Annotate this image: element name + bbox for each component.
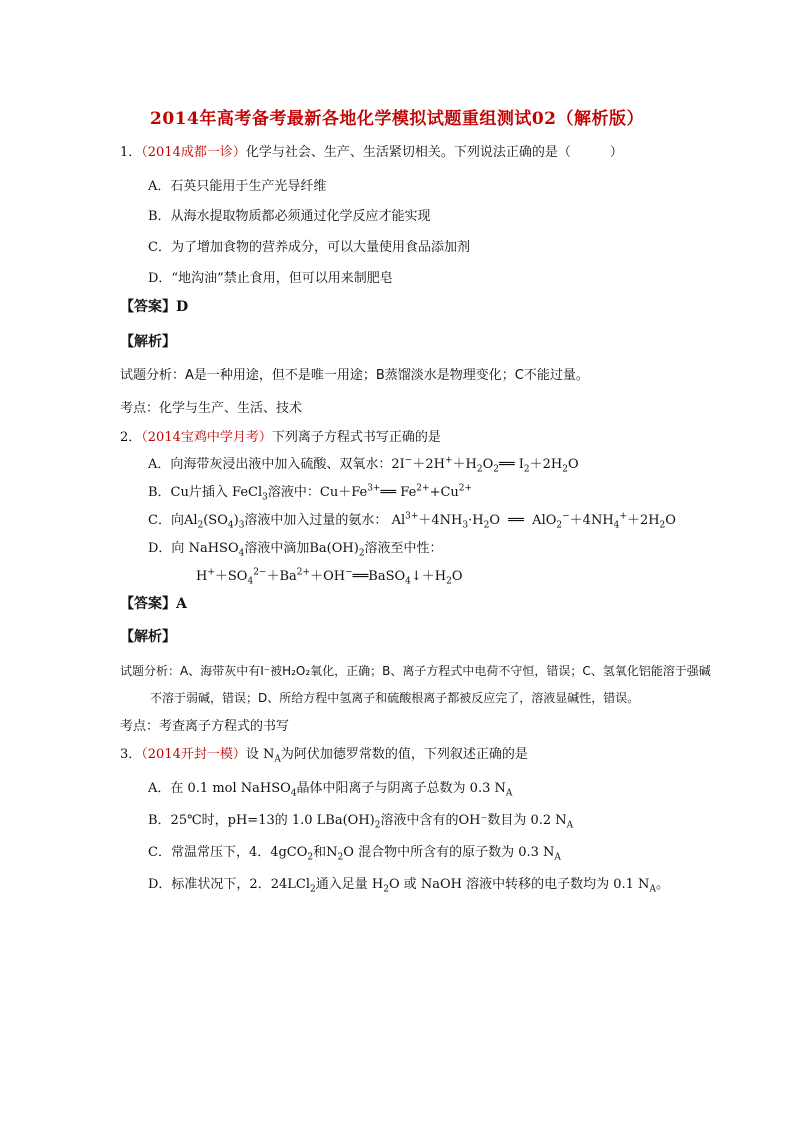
q2-analysis-label: 【解析】 <box>120 629 176 645</box>
q2-analysis-line-1: 试题分析：A、海带灰中有I⁻被H₂O₂氧化，正确；B、离子方程式中电荷不守恒，错误；C、氢氧化铝能溶于强碱 <box>120 664 711 678</box>
q3-option-a: A．在 0.1 mol NaHSO$_4$晶体中阳离子与阴离子总数为 0.3 $N_A$ <box>148 781 513 799</box>
question-source: （2014成都一诊） <box>141 145 246 160</box>
question-text: 下列离子方程式书写正确的是 <box>271 430 441 445</box>
question-1-stem <box>120 144 623 162</box>
q1-point: 考点：化学与生产、生活、技术 <box>120 401 303 416</box>
q1-option-d: D．“地沟油”禁止食用，但可以用来制肥皂 <box>148 271 393 286</box>
question-text: 化学与社会、生产、生活紧切相关。下列说法正确的是（ ） <box>245 145 623 160</box>
q3-option-d: D．标准状况下，2．24LCl$_2$通入足量 $H_2O$ 或 NaOH 溶液中转移的电子数均为 0.1 $N_A$。 <box>148 877 669 895</box>
question-source: （2014开封一模） <box>141 747 246 762</box>
q2-option-a: A．向海带灰浸出液中加入硫酸、双氧水：$2I^-+2H^++H_2O_2══$ $I_2+2H_2O$ <box>148 455 579 475</box>
q2-answer: 【答案】A <box>120 596 187 612</box>
q2-option-d-equation: $H^++SO_4^{2-}+Ba^{2+}+OH^-══BaSO_4↓+H_2O$ <box>196 567 463 587</box>
question-number: 1． <box>120 145 142 160</box>
question-2-stem <box>120 429 441 447</box>
question-number: 3． <box>120 747 142 762</box>
q1-analysis-label: 【解析】 <box>120 334 176 350</box>
q2-analysis-line-2: 不溶于弱碱，错误；D、所给方程中氢离子和硫酸根离子都被反应完了，溶液显碱性，错误。 <box>150 691 640 705</box>
question-3-stem: 3．（2014开封一模）设 $N_A$为阿伏加德罗常数的值，下列叙述正确的是 <box>120 747 528 765</box>
q1-option-a: A．石英只能用于生产光导纤维 <box>148 179 327 194</box>
q2-point: 考点：考查离子方程式的书写 <box>120 719 290 734</box>
q1-analysis: 试题分析：A是一种用途，但不是唯一用途；B蒸馏淡水是物理变化；C不能过量。 <box>120 368 589 383</box>
q2-option-b: B．Cu片插入 FeCl$_3$溶液中：$Cu+Fe^{3+}══$ $Fe^{2+}+Cu^{2+}$ <box>148 483 473 503</box>
q2-option-c: C．向$Al_2(SO_4)_3$溶液中加入过量的氨水： $Al^{3+}+4NH_3\cdot H_2O$ ══ $AlO_2^-+4NH_4^++2H_2O$ <box>148 511 676 531</box>
q1-option-b: B．从海水提取物质都必须通过化学反应才能实现 <box>148 209 431 224</box>
q3-option-b: B．25℃时，pH=13的 1.0 $LBa(OH)_2$溶液中含有的OH⁻数目为 0.2 $N_A$ <box>148 813 574 831</box>
q2-option-d: D．向 NaHSO$_4$溶液中滴加$Ba(OH)_2$溶液至中性： <box>148 541 443 559</box>
q1-answer: 【答案】D <box>120 299 189 315</box>
question-source: （2014宝鸡中学月考） <box>141 430 272 445</box>
page-title: 2014年高考备考最新各地化学模拟试题重组测试02（解析版） <box>150 109 644 129</box>
question-number: 2． <box>120 430 142 445</box>
q3-option-c: C．常温常压下，4．4gCO$_2$和$N_2O$ 混合物中所含有的原子数为 0.3 $N_A$ <box>148 845 561 863</box>
q1-option-c: C．为了增加食物的营养成分，可以大量使用食品添加剂 <box>148 240 470 255</box>
